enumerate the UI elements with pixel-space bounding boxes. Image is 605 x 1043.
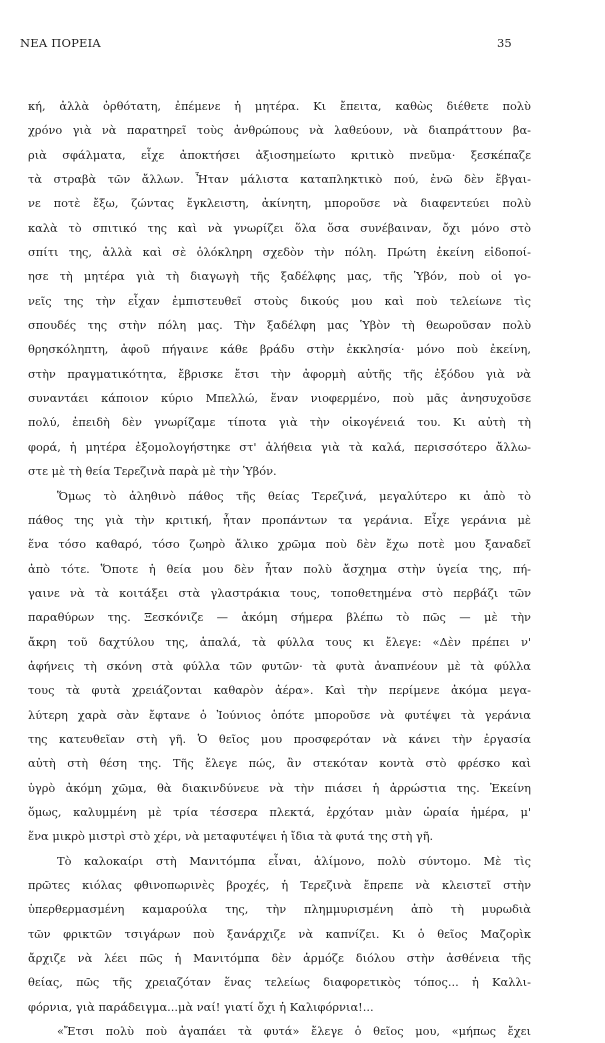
text-line: σπουδές της στὴν πόλη μας. Τὴν ξαδέλφη μας Ὑβὸν τὴ θεωροῦσαν πολὺ [28, 318, 531, 333]
paragraph [28, 849, 531, 1019]
text-line: θρησκόληπτη, ἀφοῦ πήγαινε κάθε βράδυ στὴν ἐκκλησία· μόνο ποὺ ἐκείνη, [28, 342, 531, 357]
text-line: στὴν πραγματικότητα, ἔβρισκε ἔτσι τὴν ἀφορμὴ αὐτῆς τῆς ἐξόδου γιὰ νὰ [28, 366, 531, 381]
paragraph [28, 1019, 531, 1043]
text-line: ησε τὴ μητέρα γιὰ τὴ διαγωγὴ τῆς ξαδέλφης μας, τῆς Ὑβόν, ποὺ οἱ γο- [28, 269, 531, 284]
text-line: ἀπὸ τότε. Ὅποτε ἡ θεία μου δὲν ἦταν πολὺ ἄσχημα στὴν ὑγεία της, πή- [28, 561, 531, 576]
body-text [28, 94, 531, 1043]
text-line: νε ποτὲ ἔξω, ζώντας ἔγκλειστη, ἀκίνητη, μποροῦσε νὰ διαφεντεύει πολὺ [28, 196, 531, 211]
text-line: ὅμως, καλυμμένη μὲ τρία τέσσερα πλεκτά, ἐρχόταν μιὰν ὡραία ἡμέρα, μ' [28, 804, 531, 819]
text-line: ἄκρη τοῦ δαχτύλου της, ἁπαλά, τὰ φύλλα τους κι ἔλεγε: «Δὲν πρέπει ν' [28, 634, 531, 649]
text-line: σπίτι της, ἀλλὰ καὶ σὲ ὁλόκληρη σχεδὸν τὴν πόλη. Πρώτη ἐκείνη εἰδοποί- [28, 245, 531, 260]
text-line: ριὰ σφάλματα, εἶχε ἀποκτήσει ἀξιοσημείωτο κριτικὸ πνεῦμα· ξεσκέπαζε [28, 147, 531, 162]
text-line: θείας, πῶς τῆς χρειαζόταν ἕνας τελείως διαφορετικὸς τόπος... ἡ Καλλι- [28, 975, 531, 990]
text-line: λύτερη χαρὰ σὰν ἔφτανε ὁ Ἰούνιος ὁπότε μποροῦσε νὰ φυτέψει τὰ γεράνια [28, 707, 531, 722]
text-line: ἕνα τόσο καθαρό, τόσο ζωηρὸ ἄλικο χρῶμα ποὺ δὲν ἔχω ποτὲ μου ξαναδεῖ [28, 537, 531, 552]
text-line: ἕνα μικρὸ μιστρὶ στὸ χέρι, νὰ μεταφυτέψει ἡ ἴδια τὰ φυτά της στὴ γῆ. [28, 829, 434, 844]
text-line: Τὸ καλοκαίρι στὴ Μανιτόμπα εἶναι, ἀλίμονο, πολὺ σύντομο. Μὲ τὶς [57, 853, 531, 868]
text-line: παραθύρων της. Ξεσκόνιζε — ἀκόμη σήμερα βλέπω τὸ πῶς — μὲ τὴν [28, 610, 531, 625]
text-line: φορά, ἡ μητέρα ἐξομολογήστηκε στ' ἀλήθεια γιὰ τὰ καλά, περισσότερο ἄλλω- [28, 439, 531, 454]
text-line: τῶν φρικτῶν τσιγάρων ποὺ ξανάρχιζε νὰ καπνίζει. Κι ὁ θεῖος Μαζορὶκ [28, 926, 531, 941]
text-line: φόρνια, γιὰ παράδειγμα...μὰ ναί! γιατί ὄχι ἡ Καλιφόρνια!... [28, 999, 374, 1014]
paragraph [28, 94, 531, 484]
text-line: αὐτὴ στὴ θέση της. Τῆς ἔλεγε πώς, ἂν στεκόταν κοντὰ στὸ φρέσκο καὶ [28, 756, 531, 771]
text-line: ἄρχιζε νὰ λέει πῶς ἡ Μανιτόμπα δὲν ἁρμόζε διόλου στὴν ἀσθένεια τῆς [28, 951, 531, 966]
text-line: συναντάει κάποιον κύριο Μπελλώ, ἕναν νιοφερμένο, ποὺ μᾶς ἀνησυχοῦσε [28, 391, 531, 406]
text-line: στε μὲ τὴ θεία Τερεζινὰ παρὰ μὲ τὴν Ὑβόν. [28, 464, 277, 479]
page-number: 35 [497, 36, 512, 50]
text-line: «Ἔτσι πολὺ ποὺ ἀγαπάει τὰ φυτά» ἔλεγε ὁ θεῖος μου, «μήπως ἔχει [57, 1024, 531, 1039]
text-line: γαινε νὰ τὰ κοιτάξει στὰ γλαστράκια τους, τοποθετημένα στὸ περβάζι τῶν [28, 585, 531, 600]
text-line: ἀφήνεις τὴ σκόνη στὰ φύλλα τῶν φυτῶν· τὰ φυτὰ ἀναπνέουν μὲ τὰ φύλλα [28, 658, 531, 673]
text-line: καλὰ τὸ σπιτικό της καὶ νὰ γνωρίζει ὅλα ὅσα συνέβαιναν, ὄχι μόνο στὸ [28, 220, 531, 235]
text-line: πρῶτες κιόλας φθινοπωρινὲς βροχές, ἡ Τερεζινὰ ἔπρεπε νὰ κλειστεῖ στὴν [28, 878, 531, 892]
text-line: πολύ, ἐπειδὴ δὲν γνωρίζαμε τίποτα γιὰ τὴν οἰκογένειά του. Κι αὐτὴ τὴ [28, 415, 531, 430]
running-head: ΝΕΑ ΠΟΡΕΙΑ [20, 36, 101, 50]
text-line: της κατευθεῖαν στὴ γῆ. Ὁ θεῖος μου προσφερόταν νὰ κάνει τὴν ἐργασία [28, 731, 531, 746]
text-line: κή, ἀλλὰ ὀρθότατη, ἐπέμενε ἡ μητέρα. Κι ἔπειτα, καθὼς διέθετε πολὺ [28, 99, 531, 113]
text-line: νεῖς της τὴν εἶχαν ἐμπιστευθεῖ στοὺς δικούς μου καὶ ποὺ τελείωνε τὶς [28, 293, 531, 308]
text-line: ὑπερθερμασμένη καμαρούλα της, τὴν πλημμυρισμένη ἀπὸ τὴ μυρωδιὰ [28, 902, 531, 917]
text-line: τους τὰ φυτὰ χρειάζονται καθαρὸν ἀέρα». Καὶ τὴν περίμενε ἀκόμα μεγα- [28, 683, 531, 698]
text-line: τὰ στραβὰ τῶν ἄλλων. Ἦταν μάλιστα καταπληκτικὸ πού, ἐνῶ δὲν ἔβγαι- [28, 172, 531, 187]
text-line: ὑγρὸ ἀκόμη χῶμα, θὰ διακινδύνευε νὰ τὴν πιάσει ἡ ἀρρώστια της. Ἐκείνη [28, 780, 531, 795]
text-line: χρόνο γιὰ νὰ παρατηρεῖ τοὺς ἀνθρώπους νὰ λαθεύουν, νὰ διαπράττουν βα- [28, 123, 531, 138]
text-line: πάθος της γιὰ τὴν κριτική, ἦταν προπάντων τα γεράνια. Εἶχε γεράνια μὲ [28, 512, 531, 527]
text-line: Ὅμως τὸ ἀληθινὸ πάθος τῆς θείας Τερεζινά, μεγαλύτερο κι ἀπὸ τὸ [57, 488, 531, 503]
paragraph [28, 484, 531, 849]
